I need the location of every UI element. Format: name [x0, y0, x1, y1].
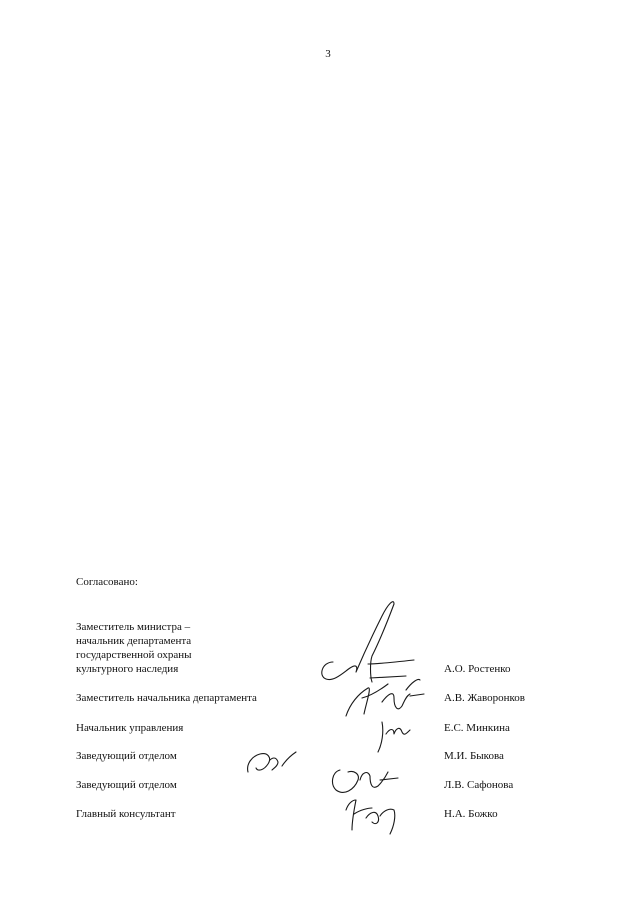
signatory-name: Л.В. Сафонова	[444, 779, 514, 791]
signatory-name: А.О. Ростенко	[444, 663, 511, 675]
signatory-name: М.И. Быкова	[444, 750, 504, 762]
signatory-row	[76, 806, 536, 821]
signatory-row	[76, 690, 536, 705]
signatory-row	[76, 720, 536, 735]
signatory-position: Заместитель министра – начальник департамента государственной охраны культурного наследия	[76, 621, 192, 675]
signatory-position: Начальник управления	[76, 722, 184, 734]
signatory-position: Заведующий отделом	[76, 750, 177, 762]
page-number: 3	[325, 48, 331, 60]
signatory-name: Н.А. Божко	[444, 808, 498, 820]
signatory-row	[76, 620, 536, 676]
signatory-row	[76, 748, 536, 763]
signatory-name: Е.С. Минкина	[444, 722, 510, 734]
signatory-row	[76, 777, 536, 792]
signatory-name: А.В. Жаворонков	[444, 692, 525, 704]
approved-header: Согласовано:	[76, 576, 138, 588]
signatory-position: Главный консультант	[76, 808, 176, 820]
signatory-position: Заместитель начальника департамента	[76, 692, 257, 704]
signatory-position: Заведующий отделом	[76, 779, 177, 791]
